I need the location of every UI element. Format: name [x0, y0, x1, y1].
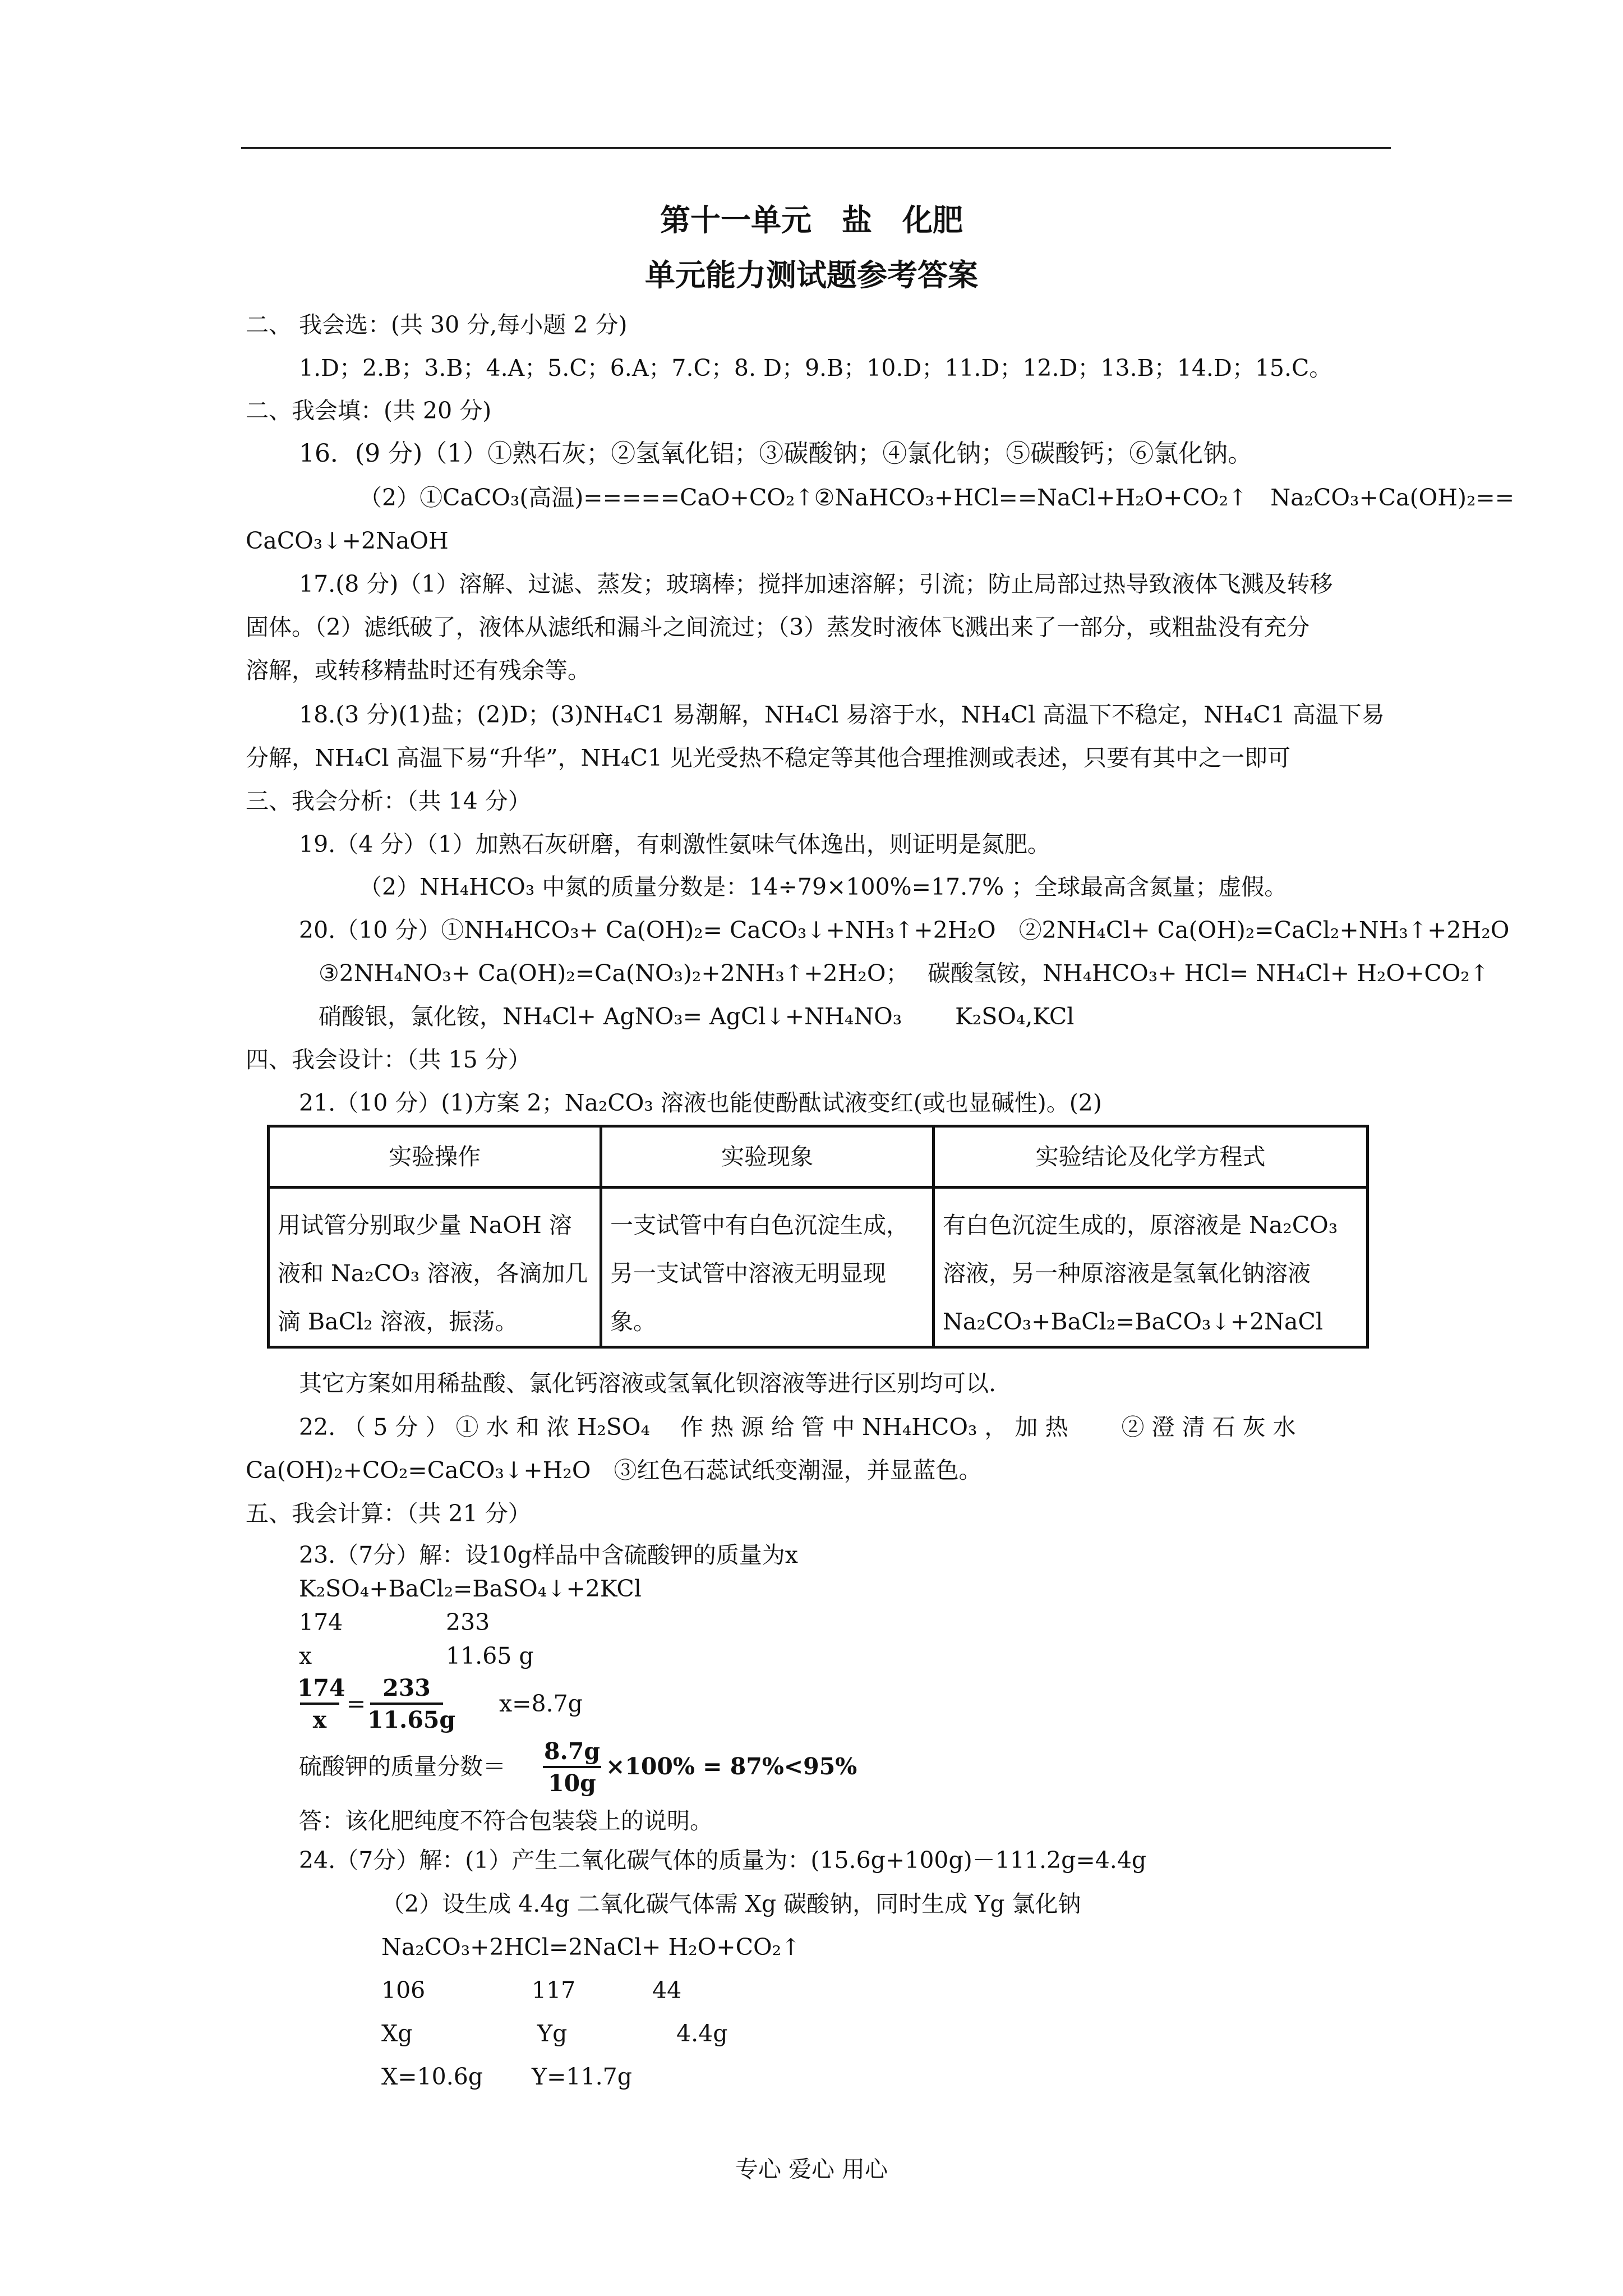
molar-mass: 233 — [446, 1609, 490, 1636]
answer-line: 固体。（2）滤纸破了，液体从滤纸和漏斗之间流过；（3）蒸发时液体飞溅出来了一部分，或粗盐没有充分 — [246, 614, 1310, 641]
answer-line: 20.（10 分）①NH₄HCO₃+ Ca(OH)₂= CaCO₃↓+NH₃↑+2H₂O ②2NH₄Cl+ Ca(OH)₂=CaCl₂+NH₃↑+2H₂O — [299, 917, 1510, 944]
header-rule — [241, 147, 1391, 149]
result: X=10.6g — [381, 2063, 483, 2090]
molar-mass: 117 — [532, 1977, 576, 2004]
mass-fraction-label: 硫酸钾的质量分数＝ — [299, 1753, 506, 1780]
answer-line: （2）NH₄HCO₃ 中氮的质量分数是：14÷79×100%=17.7% ；全球最高含氮量；虚假。 — [359, 873, 1288, 900]
page-footer: 专心 爱心 用心 — [735, 2156, 888, 2183]
fraction-denominator: 11.65g — [367, 1706, 456, 1733]
table-cell: 有白色沉淀生成的，原溶液是 Na₂CO₃ 溶液，另一种原溶液是氢氧化钠溶液 Na₂CO₃+BaCl₂=BaCO₃↓+2NaCl — [934, 1188, 1368, 1347]
fraction-numerator: 8.7g — [544, 1738, 600, 1765]
fraction-bar — [543, 1766, 601, 1768]
fraction-bar — [300, 1703, 339, 1705]
answer-line: 其它方案如用稀盐酸、氯化钙溶液或氢氧化钡溶液等进行区别均可以. — [299, 1370, 997, 1397]
result: x=8.7g — [499, 1690, 583, 1717]
answer-line: 17.(8 分)（1）溶解、过滤、蒸发；玻璃棒；搅拌加速溶解；引流；防止局部过热导致液体飞溅及转移 — [299, 570, 1333, 597]
molar-mass: 44 — [652, 1977, 682, 2004]
answer-line: 16．(9 分)（1）①熟石灰；②氢氧化铝；③碳酸钠；④氯化钠；⑤碳酸钙；⑥氯化钠。 — [299, 439, 1253, 468]
answer-line: （2）设生成 4.4g 二氧化碳气体需 Xg 碳酸钠，同时生成 Yg 氯化钠 — [381, 1890, 1081, 1917]
section-heading: 二、 我会选：(共 30 分,每小题 2 分) — [246, 311, 628, 338]
table-header: 实验现象 — [601, 1126, 934, 1188]
equation: K₂SO₄+BaCl₂=BaSO₄↓+2KCl — [299, 1575, 642, 1602]
given-mass: 11.65 g — [446, 1642, 534, 1669]
answer-line: 硝酸银，氯化铵，NH₄Cl+ AgNO₃= AgCl↓+NH₄NO₃ K₂SO₄,KCl — [319, 1003, 1075, 1030]
answer-line: 23.（7分）解：设10g样品中含硫酸钾的质量为x — [299, 1542, 798, 1568]
equals-sign: = — [346, 1690, 366, 1717]
table-cell: 一支试管中有白色沉淀生成， 另一支试管中溶液无明显现 象。 — [601, 1188, 934, 1347]
section-heading: 五、我会计算：（共 21 分） — [246, 1500, 531, 1527]
answer-line: 24.（7分）解：(1）产生二氧化碳气体的质量为：(15.6g+100g)－111.2g=4.4g — [299, 1847, 1147, 1874]
given-mass: 4.4g — [676, 2020, 728, 2047]
answer-line: 答：该化肥纯度不符合包装袋上的说明。 — [299, 1807, 713, 1834]
molar-mass: 106 — [381, 1977, 426, 2004]
experiment-table — [267, 1125, 1369, 1349]
answer-line: 21.（10 分）(1)方案 2；Na₂CO₃ 溶液也能使酚酞试液变红(或也显碱性)。(2) — [299, 1089, 1102, 1116]
table-row — [269, 1188, 1368, 1347]
answer-line: CaCO₃↓+2NaOH — [246, 527, 449, 554]
answer-title: 单元能力测试题参考答案 — [645, 257, 978, 293]
section-heading: 三、我会分析：（共 14 分） — [246, 788, 531, 815]
answer-line: 18.(3 分)(1)盐；(2)D；(3)NH₄C1 易潮解，NH₄Cl 易溶于水，NH₄Cl 高温下不稳定，NH₄C1 高温下易 — [299, 701, 1385, 728]
fraction-numerator: 174 — [297, 1674, 345, 1701]
equation: Na₂CO₃+2HCl=2NaCl+ H₂O+CO₂↑ — [381, 1934, 801, 1961]
table-header: 实验操作 — [269, 1126, 601, 1188]
answer-line: （2）①CaCO₃(高温)=====CaO+CO₂↑②NaHCO₃+HCl==NaCl+H₂O+CO₂↑ Na₂CO₃+Ca(OH)₂== — [359, 484, 1515, 511]
variable: Yg — [537, 2020, 568, 2047]
mass-fraction-result: ×100% = 87%<95% — [606, 1753, 857, 1780]
variable: x — [299, 1642, 312, 1669]
table-cell: 用试管分别取少量 NaOH 溶 液和 Na₂CO₃ 溶液，各滴加几 滴 BaCl₂ 溶液，振荡。 — [269, 1188, 601, 1347]
answer-line: 溶解，或转移精盐时还有残余等。 — [246, 657, 591, 684]
variable: Xg — [381, 2020, 413, 2047]
section-heading: 二、我会填：(共 20 分) — [246, 397, 492, 424]
fraction-denominator: x — [312, 1706, 327, 1733]
unit-title: 第十一单元 盐 化肥 — [660, 203, 963, 238]
result: Y=11.7g — [532, 2063, 632, 2090]
fraction-bar — [370, 1703, 443, 1705]
answer-line: 19.（4 分）（1）加熟石灰研磨，有刺激性氨味气体逸出，则证明是氮肥。 — [299, 831, 1050, 858]
molar-mass: 174 — [299, 1609, 343, 1636]
fraction-numerator: 233 — [382, 1674, 431, 1701]
answer-line: Ca(OH)₂+CO₂=CaCO₃↓+H₂O ③红色石蕊试纸变潮湿，并显蓝色。 — [246, 1457, 982, 1484]
answer-line: ③2NH₄NO₃+ Ca(OH)₂=Ca(NO₃)₂+2NH₃↑+2H₂O； 碳酸氢铵，NH₄HCO₃+ HCl= NH₄Cl+ H₂O+CO₂↑ — [319, 960, 1490, 987]
answer-line: 22. （ 5 分 ） ① 水 和 浓 H₂SO₄ 作 热 源 给 管 中 NH₄HCO₃ ， 加 热 ② 澄 清 石 灰 水 — [299, 1414, 1296, 1441]
section-heading: 四、我会设计：（共 15 分） — [246, 1046, 531, 1073]
fraction-denominator: 10g — [548, 1770, 596, 1797]
answer-line: 1.D；2.B；3.B；4.A；5.C；6.A；7.C；8. D；9.B；10.D；11.D；12.D；13.B；14.D；15.C。 — [299, 355, 1332, 381]
answer-line: 分解，NH₄Cl 高温下易“升华”，NH₄C1 见光受热不稳定等其他合理推测或表述，只要有其中之一即可 — [246, 744, 1291, 771]
table-header: 实验结论及化学方程式 — [934, 1126, 1368, 1188]
